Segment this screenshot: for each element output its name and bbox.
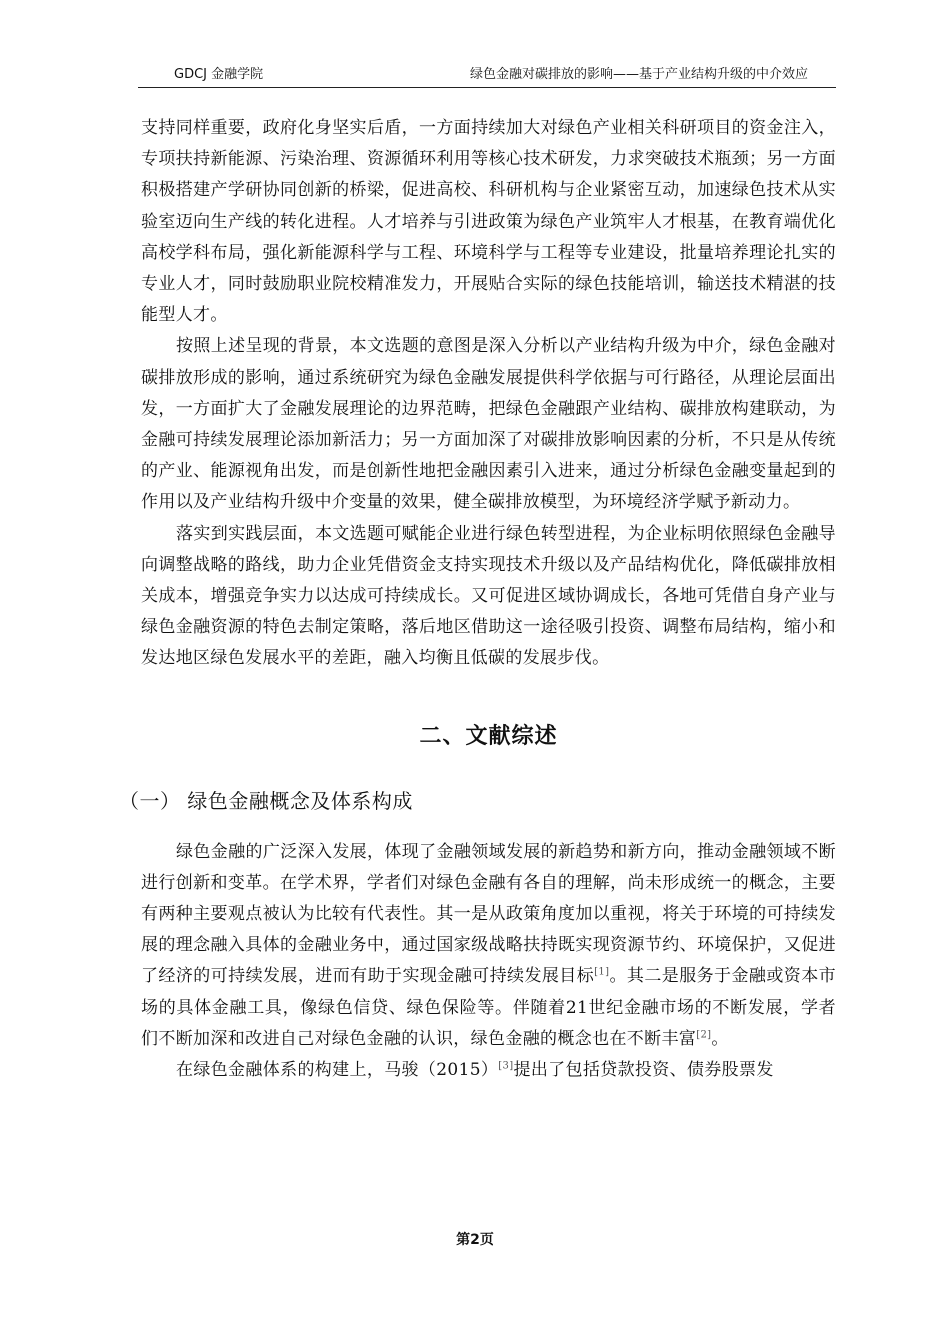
- text-run: 在绿色金融体系的构建上，马骏（2015）: [176, 1060, 499, 1081]
- citation-ref-1: [1]: [594, 966, 610, 978]
- paragraph-green-finance-concept: [141, 837, 836, 1055]
- text-run: 提出了包括贷款投资、债券股票发: [513, 1060, 774, 1081]
- paragraph-green-finance-system: [141, 1055, 836, 1086]
- section-heading-literature-review: 二、文献综述: [419, 723, 558, 749]
- header-institution: GDCJ 金融学院: [174, 67, 264, 82]
- citation-ref-3: [3]: [498, 1060, 514, 1072]
- header-paper-title: 绿色金融对碳排放的影响——基于产业结构升级的中介效应: [469, 67, 808, 82]
- page-body: [119, 113, 836, 1086]
- paragraph-continued: 支持同样重要，政府化身坚实后盾，一方面持续加大对绿色产业相关科研项目的资金注入，专项扶持新能源、污染治理、资源循环利用等核心技术研发，力求突破技术瓶颈；另一方面积极搭建产学研协同创新的桥梁，促进高校、科研机构与企业紧密互动，加速绿色技术从实验室迈向生产线的转化进程。人才培养与引进政策为绿色产业筑牢人才根基，在教育端优化高校学科布局，强化新能源科学与工程、环境科学与工程等专业建设，批量培养理论扎实的专业人才，同时鼓励职业院校精准发力，开展贴合实际的绿色技能培训，输送技术精湛的技能型人才。: [141, 118, 836, 326]
- text-run: 。: [711, 1028, 729, 1049]
- page-header: [138, 63, 836, 88]
- paragraph-theoretical-significance: 按照上述呈现的背景，本文选题的意图是深入分析以产业结构升级为中介，绿色金融对碳排放形成的影响，通过系统研究为绿色金融发展提供科学依据与可行路径，从理论层面出发，一方面扩大了金融发展理论的边界范畴，把绿色金融跟产业结构、碳排放构建联动，为金融可持续发展理论添加新活力；另一方面加深了对碳排放影响因素的分析，不只是从传统的产业、能源视角出发，而是创新性地把金融因素引入进来，通过分析绿色金融变量起到的作用以及产业结构升级中介变量的效果，健全碳排放模型，为环境经济学赋予新动力。: [141, 336, 836, 513]
- subsection-heading-green-finance-concept: （一） 绿色金融概念及体系构成: [119, 788, 413, 813]
- text-run: 绿色金融的广泛深入发展，体现了金融领域发展的新趋势和新方向，推动金融领域不断进行创新和变革。在学术界，学者们对绿色金融有各自的理解，尚未形成统一的概念，主要有两种主要观点被认为比较有代表性。其一是从政策角度加以重视，将关于环境的可持续发展的理念融入具体的金融业务中，通过国家级战略扶持既实现资源节约、环境保护，又促进了经济的可持续发展，进而有助于实现金融可持续发展目标: [141, 841, 836, 987]
- paragraph-practical-significance: 落实到实践层面，本文选题可赋能企业进行绿色转型进程，为企业标明依照绿色金融导向调整战略的路线，助力企业凭借资金支持实现技术升级以及产品结构优化，降低碳排放相关成本，增强竞争实力以达成可持续成长。又可促进区域协调成长，各地可凭借自身产业与绿色金融资源的特色去制定策略，落后地区借助这一途径吸引投资、调整布局结构，缩小和发达地区绿色发展水平的差距，融入均衡且低碳的发展步伐。: [141, 523, 836, 669]
- page-number: 第2页: [456, 1232, 494, 1248]
- text-run: 。其二是服务于金融或资本市场的具体金融工具，像绿色信贷、绿色保险等。伴随着21世纪金融市场的不断发展，学者们不断加深和改进自己对绿色金融的认识，绿色金融的概念也在不断丰富: [141, 966, 836, 1049]
- citation-ref-2: [2]: [696, 1029, 712, 1041]
